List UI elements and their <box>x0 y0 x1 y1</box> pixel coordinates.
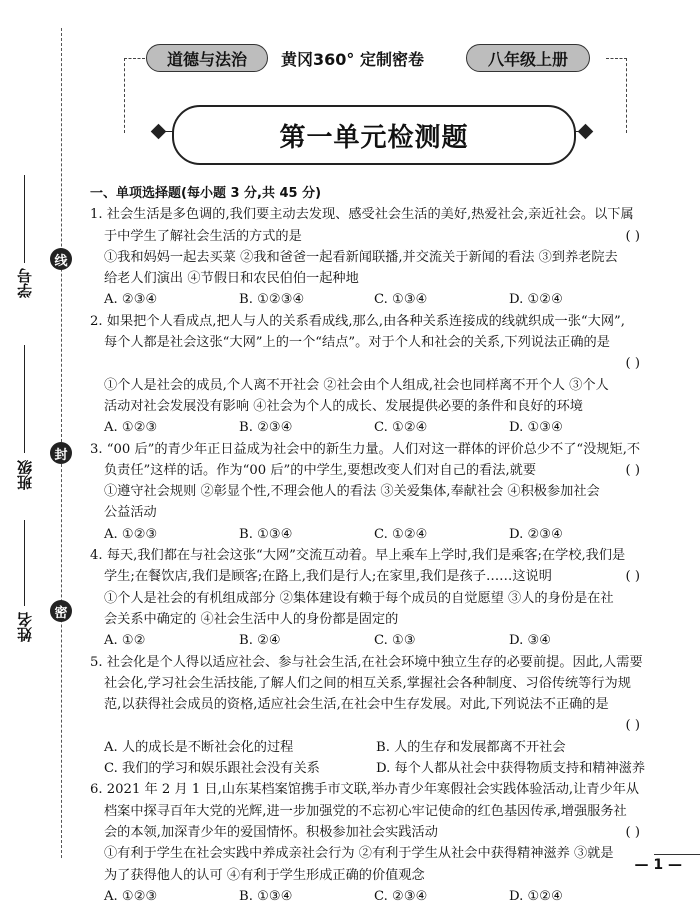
q6-line: 档案中探寻百年大党的光辉,进一步加强党的不忘初心牢记使命的红色基因传承,增强服务社 <box>104 803 627 819</box>
name-label: 姓名 <box>16 612 34 642</box>
subject-badge: 道德与法治 <box>146 44 268 72</box>
page-title: 第一单元检测题 <box>279 122 469 153</box>
q4-line: ①个人是社会的有机组成部分 ②集体建设有赖于每个成员的自觉愿望 ③人的身份是在社 <box>104 590 614 606</box>
page-header <box>118 40 638 76</box>
option[interactable]: B. ②④ <box>239 633 281 649</box>
option[interactable]: D. 每个人都从社会中获得物质支持和精神滋养 <box>376 761 646 777</box>
name-blank[interactable] <box>24 520 25 606</box>
grade-badge: 八年级上册 <box>466 44 590 72</box>
option[interactable]: A. 人的成长是不断社会化的过程 <box>104 739 294 755</box>
page-number: — 1 — <box>634 857 682 873</box>
q5-line: 5. 社会化是个人得以适应社会、参与社会生活,在社会环境中独立生存的必要前提。因此,人需要 <box>90 654 643 670</box>
q5-line: 社会化,学习社会生活技能,了解人们之间的相互关系,掌握社会各种制度、习俗传统等行为规 <box>104 675 631 691</box>
option[interactable]: B. ①③④ <box>239 526 293 542</box>
q4-line: 会关系中确定的 ④社会生活中人的身份都是固定的 <box>104 611 399 627</box>
q2-options <box>90 417 650 438</box>
q5-line: 范,以获得社会成员的资格,适应社会生活,在社会中生存发展。对此,下列说法不正确的是 <box>104 697 609 713</box>
q6-line: 为了获得他人的认可 ④有利于学生形成正确的价值观念 <box>104 867 425 883</box>
q5-options <box>90 758 650 779</box>
option[interactable]: C. 我们的学习和娱乐跟社会没有关系 <box>104 761 320 777</box>
option[interactable]: A. ①②③ <box>104 420 158 436</box>
option[interactable]: D. ①②④ <box>509 292 563 308</box>
class-label: 班级 <box>16 460 34 490</box>
q6-line: 6. 2021 年 2 月 1 日,山东某档案馆携手市文联,举办青少年寒假社会实践体验活动,让青少年从 <box>90 782 640 798</box>
left-bracket <box>124 58 145 133</box>
option[interactable]: B. ①③④ <box>239 888 293 904</box>
q5-options <box>90 737 650 758</box>
answer-paren[interactable]: ( ) <box>625 569 640 585</box>
right-bracket <box>606 58 627 133</box>
diamond-left-icon <box>151 124 167 140</box>
option[interactable]: B. ①②③④ <box>239 292 305 308</box>
option[interactable]: D. ①③④ <box>509 420 563 436</box>
answer-paren[interactable]: ( ) <box>625 356 640 372</box>
seal-feng: 封 <box>50 442 72 464</box>
q4-line: 学生;在餐饮店,我们是顾客;在路上,我们是行人;在家里,我们是孩子……这说明 ( ) <box>90 566 650 587</box>
option[interactable]: A. ①②③ <box>104 526 158 542</box>
answer-paren[interactable]: ( ) <box>625 228 640 244</box>
q6-line: 会的本领,加深青少年的爱国情怀。积极参加社会实践活动 ( ) <box>90 822 650 843</box>
q2-line: 2. 如果把个人看成点,把人与人的关系看成线,那么,由各种关系连接成的线就织成一张“大网”, <box>90 313 625 329</box>
q3-line: ①遵守社会规则 ②彰显个性,不理会他人的看法 ③关爱集体,奉献社会 ④积极参加社会 <box>104 484 600 500</box>
binding-margin <box>0 0 82 886</box>
option[interactable]: C. ①②④ <box>374 526 428 542</box>
option[interactable]: D. ③④ <box>509 633 552 649</box>
q2-line: 活动对社会发展没有影响 ④社会为个人的成长、发展提供必要的条件和良好的环境 <box>104 398 583 414</box>
seal-mi: 密 <box>50 600 72 622</box>
option[interactable]: A. ②③④ <box>104 292 158 308</box>
q6-line: ①有利于学生在社会实践中养成亲社会行为 ②有利于学生从社会中获得精神滋养 ③就是 <box>104 846 614 862</box>
q1-line: 于中学生了解社会生活的方式的是 ( ) <box>90 226 650 247</box>
answer-paren[interactable]: ( ) <box>625 462 640 478</box>
option[interactable]: B. 人的生存和发展都离不开社会 <box>376 739 566 755</box>
option[interactable]: B. ②③④ <box>239 420 293 436</box>
student-id-blank[interactable] <box>24 175 25 263</box>
q3-line: 公益活动 <box>104 505 157 521</box>
option[interactable]: A. ①② <box>104 633 146 649</box>
student-id-label: 学号 <box>16 268 34 298</box>
option[interactable]: A. ①②③ <box>104 888 158 904</box>
q4-options <box>90 630 650 651</box>
seal-xian: 线 <box>50 248 72 270</box>
q1-line: 1. 社会生活是多色调的,我们要主动去发现、感受社会生活的美好,热爱社会,亲近社会。以下属 <box>90 207 634 223</box>
q1-line: 给老人们演出 ④节假日和农民伯伯一起种地 <box>104 271 359 287</box>
answer-paren[interactable]: ( ) <box>625 718 640 734</box>
q1-options <box>90 289 650 310</box>
q3-options <box>90 524 650 545</box>
section-heading: 一、单项选择题(每小题 3 分,共 45 分) <box>90 186 322 201</box>
answer-paren[interactable]: ( ) <box>625 824 640 840</box>
option[interactable]: D. ①②④ <box>509 888 563 904</box>
q2-line <box>90 353 650 374</box>
question-list <box>90 183 650 907</box>
title-box <box>172 105 576 165</box>
q1-line: ①我和妈妈一起去买菜 ②我和爸爸一起看新闻联播,并交流关于新闻的看法 ③到养老院去 <box>104 249 618 265</box>
q2-line: ①个人是社会的成员,个人离不开社会 ②社会由个人组成,社会也同样离不开个人 ③个人 <box>104 377 609 393</box>
option[interactable]: C. ①③ <box>374 633 416 649</box>
q3-line: 负责任”这样的话。作为“00 后”的中学生,要想改变人们对自己的看法,就要 ( ) <box>90 460 650 481</box>
diamond-right-icon <box>578 124 594 140</box>
series-name: 黄冈360° 定制密卷 <box>281 50 424 69</box>
q6-options <box>90 886 650 907</box>
q5-line <box>90 715 650 736</box>
option[interactable]: D. ②③④ <box>509 526 563 542</box>
option[interactable]: C. ①②④ <box>374 420 428 436</box>
option[interactable]: C. ①③④ <box>374 292 428 308</box>
q2-line: 每个人都是社会这张“大网”上的一个“结点”。对于个人和社会的关系,下列说法正确的是 <box>104 335 610 351</box>
q3-line: 3. “00 后”的青少年正日益成为社会中的新生力量。人们对这一群体的评价总少不了“没规矩,不 <box>90 441 641 457</box>
class-blank[interactable] <box>24 345 25 453</box>
q4-line: 4. 每天,我们都在与社会这张“大网”交流互动着。早上乘车上学时,我们是乘客;在学校,我们是 <box>90 548 626 564</box>
option[interactable]: C. ②③④ <box>374 888 428 904</box>
